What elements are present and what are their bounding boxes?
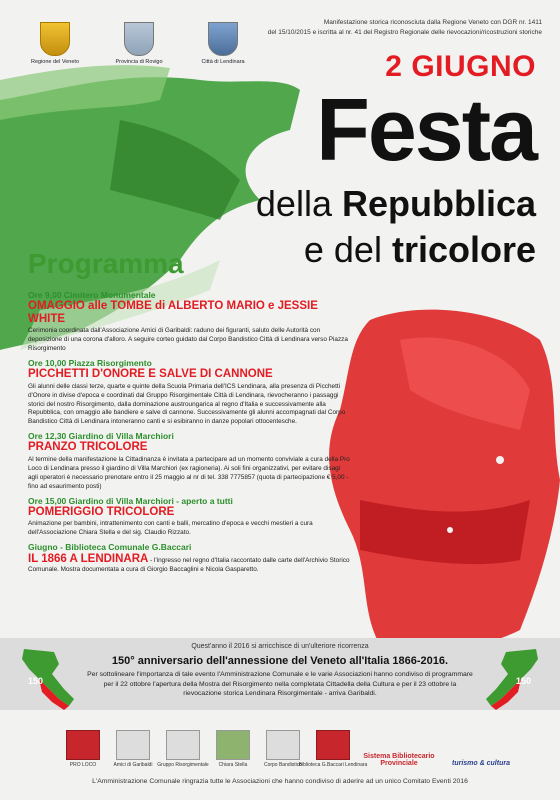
logo-label: Provincia di Rovigo — [115, 59, 163, 65]
sponsor-turismo-cultura — [442, 760, 520, 768]
sponsor-risorgimento — [157, 730, 209, 768]
program-event — [28, 290, 350, 354]
sponsor-label: PRO LOCO — [69, 762, 97, 768]
program-event — [28, 431, 350, 491]
band-logo-icon — [266, 730, 300, 760]
event-title: OMAGGIO alle TOMBE di ALBERTO MARIO e JESSIE WHITE — [28, 300, 318, 326]
recognition-note — [242, 18, 542, 38]
chiara-stella-logo-icon — [216, 730, 250, 760]
program-event — [28, 542, 350, 575]
main-title: Festa — [316, 80, 536, 179]
event-title: IL 1866 A LENDINARA — [28, 552, 149, 565]
sistema-bibliotecario-text: Sistema Bibliotecario Provinciale — [363, 752, 435, 768]
logo-label: Regione del Veneto — [30, 59, 79, 65]
event-time: Ore 12,30 Giardino di Villa Marchiori — [28, 431, 174, 442]
logo-regione-veneto — [20, 22, 90, 65]
anniversary-intro: Quest'anno il 2016 si arricchisce di un'ulteriore ricorrenza — [191, 643, 369, 650]
sponsor-garibaldi — [110, 730, 156, 768]
footer-thanks: L'Amministrazione Comunale ringrazia tutte le Associazioni che hanno condiviso di aderire ad un unico Comitato Eventi 2016 — [92, 778, 468, 785]
anniversary-text: Per sottolineare l'importanza di tale evento l'Amministrazione Comunale e le varie Associazioni hanno condiviso di programmare per il 22 ottobre l'apertura della Mostra del Risorgimento nella completata Cittadella della Cultura e per il 23 ottobre la rievocazione storica Lendinara Risorgimentale - arriva Garibaldi. — [87, 671, 473, 698]
subtitle-bold: Repubblica — [341, 183, 536, 224]
sponsor-label: Biblioteca G.Baccari Lendinara — [298, 762, 368, 768]
event-date: 2 GIUGNO — [385, 50, 536, 83]
event-description: Gli alunni delle classi terze, quarte e quinte della Scuola Primaria dell'ICS Lendinara, alla presenza di Picchetti d'Onore in divise d'epoca e coordinati dal Gruppo Risorgimentale Città di Lendinara, rievocheranno i passaggi storici del nostro Risorgimento, dalla dominazione austroungarica al regno d'Italia e successivamente alla Repubblica, con omaggio alle bandiere e salve di cannone. Successivamente gli alunni accompagnati dal Corpo Bandistico Città di Lendinara intoneranno canti e si esibiranno in danze popolari ottocentesche. — [28, 382, 346, 426]
pro-loco-logo-icon — [66, 730, 100, 760]
logo-label: Città di Lendinara — [201, 59, 245, 65]
veneto-lion-crest-icon — [40, 22, 70, 56]
program-heading: Programma — [28, 248, 184, 279]
program-list — [28, 290, 350, 579]
turismo-cultura-text: turismo & cultura — [452, 760, 510, 768]
rovigo-crest-icon — [124, 22, 154, 56]
sponsor-pro-loco — [60, 730, 106, 768]
subtitle-line-1 — [255, 183, 536, 224]
event-time: Ore 9,00 Cimitero Monumentale — [28, 290, 156, 300]
map-label: 150 — [28, 676, 44, 686]
subtitle-line-2 — [303, 229, 536, 270]
event-description: Animazione per bambini, intrattenimento con canti e balli, mercatino d'epoca e vecchi mestieri a cura dell'Associazione Chiara Stella e del sig. Claudio Rizzato. — [28, 519, 313, 536]
event-title: PICCHETTI D'ONORE E SALVE DI CANNONE — [28, 368, 273, 381]
sponsor-logos — [60, 720, 520, 768]
sponsor-label: Amici di Garibaldi — [113, 762, 153, 768]
anniversary-title: 150° anniversario dell'annessione del Veneto all'Italia 1866-2016. — [111, 655, 449, 667]
logo-provincia-rovigo — [104, 22, 174, 65]
subtitle-bold: tricolore — [391, 229, 536, 270]
event-time: Ore 15,00 Giardino di Villa Marchiori - aperto a tutti — [28, 495, 233, 506]
event-time: Ore 10,00 Piazza Risorgimento — [28, 358, 152, 369]
event-title: POMERIGGIO TRICOLORE — [28, 505, 175, 518]
sponsor-sistema-bibliotecario — [360, 753, 438, 768]
program-event — [28, 358, 350, 427]
recognition-line: Manifestazione storica riconosciuta dalla Regione Veneto con DGR nr. 1411 — [323, 19, 542, 26]
subtitle-plain: della — [255, 183, 342, 224]
program-event — [28, 496, 350, 538]
map-label: 150 — [516, 676, 532, 686]
sponsor-label: Chiara Stella — [218, 762, 248, 768]
event-description: Al termine della manifestazione la Cittadinanza è invitata a partecipare ad un momento conviviale a cura della Pro Loco di Lendinara presso il giardino di Villa Marchiori (ex ragioneria). Ai soli fini organizzativi, per evitare disagi agli operatori è necessario prenotare entro il 25 maggio al nr di tel. 338 7775857 (quota di partecipazione € 5,00 - fino ad esaurimento posti) — [28, 455, 350, 490]
event-title: PRANZO TRICOLORE — [28, 441, 148, 454]
event-description-text: - l'ingresso nel regno d'Italia raccontato dalle carte dell'Archivio Storico Comunale. Mostra documentata a cura di Giorgio Baccaglini e Nicola Gasparetto. — [28, 556, 350, 573]
institution-logos — [20, 22, 258, 65]
event-description: Cerimonia coordinata dall'Associazione Amici di Garibaldi: raduno dei figuranti, saluto delle Autorità con deposizione di una corona d'alloro. A seguire corteo guidato dal Corpo Bandistico Città di Lendinara verso Piazza Risorgimento — [28, 327, 348, 353]
sponsor-library — [298, 730, 368, 768]
risorgimento-group-logo-icon — [166, 730, 200, 760]
sponsor-label: Gruppo Risorgimentale — [157, 762, 209, 768]
event-description — [28, 553, 350, 575]
event-time: Giugno - Biblioteca Comunale G.Baccari — [28, 541, 192, 552]
recognition-line: del 15/10/2015 e iscritta al nr. 41 del Registro Regionale delle rievocazioni/ricostruzioni storiche — [267, 28, 542, 36]
garibaldi-association-logo-icon — [116, 730, 150, 760]
lendinara-crest-icon — [208, 22, 238, 56]
library-logo-icon — [316, 730, 350, 760]
sponsor-chiara-stella — [210, 730, 256, 768]
subtitle-plain: e del — [303, 229, 392, 270]
sponsor-label: Corpo Bandistico — [263, 762, 303, 768]
